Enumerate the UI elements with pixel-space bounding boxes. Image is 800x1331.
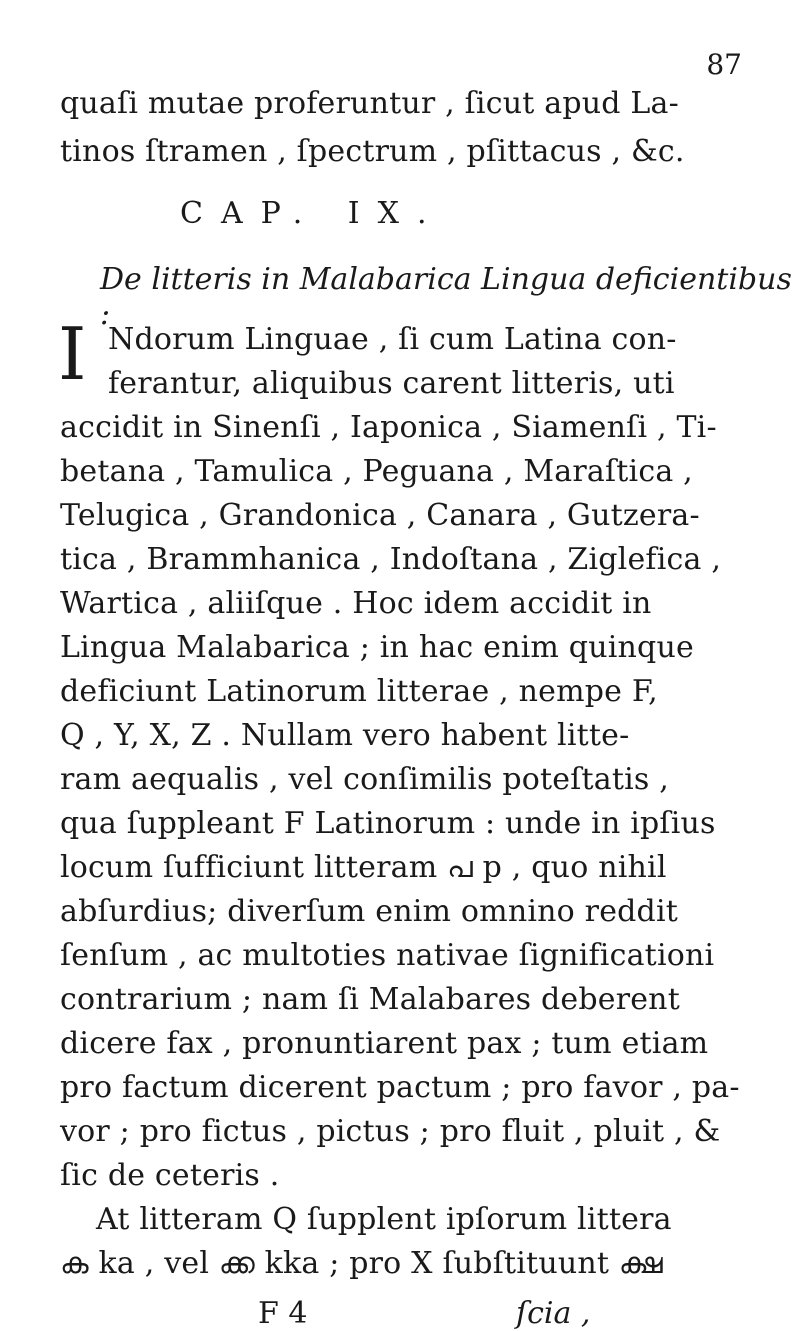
text-line-10: Q , Y, X, Z . Nullam vero habent litte- (60, 718, 630, 753)
text-line-13: locum ſufficiunt litteram പ p , quo nihil (60, 850, 667, 885)
text-line-21: At litteram Q ſupplent ipſorum littera (96, 1202, 672, 1237)
text-line-4: betana , Tamulica , Peguana , Maraſtica , (60, 454, 693, 489)
text-line-17: dicere fax , pronuntiarent pax ; tum etiam (60, 1026, 709, 1061)
text-line-16: contrarium ; nam ſi Malabares deberent (60, 982, 680, 1017)
text-line-9: deficiunt Latinorum litterae , nempe F, (60, 674, 658, 709)
text-line-6: tica , Brammhanica , Indoſtana , Ziglefica , (60, 542, 722, 577)
intro-line-1: quaſi mutae proferuntur , ſicut apud La- (60, 86, 679, 121)
chapter-subtitle: De litteris in Malabarica Lingua deficientibus : (100, 262, 792, 332)
drop-capital: I (58, 312, 87, 396)
chapter-heading: CAP. IX. (180, 196, 445, 231)
text-line-11: ram aequalis , vel conſimilis poteſtatis , (60, 762, 669, 797)
text-line-22: ക ka , vel ക്ക kka ; pro X ſubſtituunt ക്ഷ (60, 1246, 663, 1281)
text-line-14: abſurdius; diverſum enim omnino reddit (60, 894, 679, 929)
text-line-8: Lingua Malabarica ; in hac enim quinque (60, 630, 694, 665)
text-line-18: pro factum dicerent pactum ; pro favor , pa- (60, 1070, 740, 1105)
intro-line-2: tinos ſtramen , ſpectrum , pſittacus , &c. (60, 134, 685, 169)
text-line-7: Wartica , aliiſque . Hoc idem accidit in (60, 586, 652, 621)
text-line-20: ſic de ceteris . (60, 1158, 280, 1193)
text-line-15: ſenſum , ac multoties nativae ſignificationi (60, 938, 715, 973)
text-line-2: ferantur, aliquibus carent litteris, uti (108, 366, 675, 401)
page-number: 87 (706, 48, 742, 81)
catchword: ſcia , (516, 1296, 591, 1331)
text-line-12: qua ſuppleant F Latinorum : unde in ipſius (60, 806, 716, 841)
text-line-1: Ndorum Linguae , ſi cum Latina con- (108, 322, 677, 357)
text-line-5: Telugica , Grandonica , Canara , Gutzera- (60, 498, 700, 533)
text-line-3: accidit in Sinenſi , Iaponica , Siamenſi , Ti- (60, 410, 717, 445)
text-line-19: vor ; pro fictus , pictus ; pro fluit , pluit , & (60, 1114, 721, 1149)
signature-mark: F 4 (258, 1296, 308, 1331)
